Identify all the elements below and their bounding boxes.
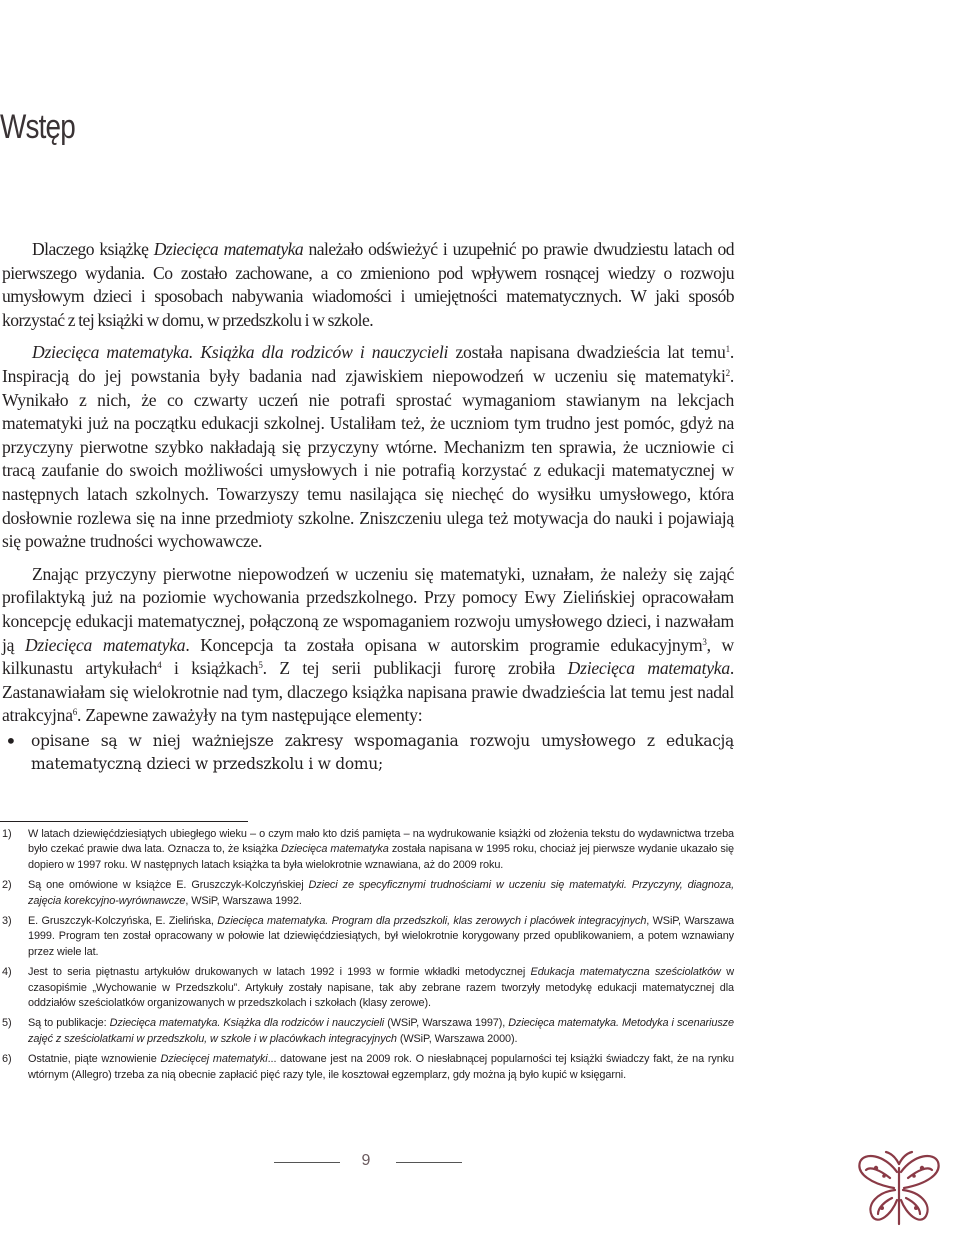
footnote-4: 4) Jest to seria piętnastu artykułów drukowanych w latach 1992 i 1993 w formie wkładki metodycznej Edukacja matematyczna sześciolatków w czasopiśmie „Wychowanie w Przedszkolu”. Artykuły zostały napisane, tak aby zebrane razem tworzyły metodykę edukacji matematycznej dla oddziałów sześciolatków organizowanych w przedszkolach i szkołach (klasy zerowe). [2,966,734,1010]
butterfly-icon [856,1148,942,1228]
footnote-6: 6) Ostatnie, piąte wznowienie Dziecięcej matematyki... datowane jest na 2009 rok. O niesłabnącej popularności tej książki świadczy fakt, że na rynku wtórnym (Allegro) trzeba za nią obecnie zapłacić pięć razy tyle, ile kosztował egzemplarz, gdy można ją było kupić w księgarni. [2,1053,734,1081]
footnote-2: 2) Są one omówione w książce E. Gruszczyk-Kolczyńskiej Dzieci ze specyficznymi trudnościami w uczeniu się matematyki. Przyczyny, diagnoza, zajęcia korekcyjno-wyrównawcze, WSiP, Warszawa 1992. [2,879,734,907]
bullet-icon: • [5,728,17,753]
paragraph-3: Znając przyczyny pierwotne niepowodzeń w uczeniu się matematyki, uznałam, że należy się zająć profilaktyką już na poziomie wychowania przedszkolnego. Przy pomocy Ewy Zielińskiej opracowałam koncepcję edukacji matematycznej, połączoną ze wspomaganiem rozwoju umysłowego dzieci, i nazwałam ją Dziecięca matematyka. Koncepcja ta została opisana w autorskim programie edukacyjnym$^3$, w kilkunastu artykułach$^4$ i książkach$^5$. Z tej serii publikacji furorę zrobiła Dziecięca matematyka. Zastanawiałam się wielokrotnie nad tym, dlaczego książka napisana prawie dwadzieścia lat temu jest nadal atrakcyjna$^6$. Zapewne zaważyły na tym następujące elementy: [2,563,735,726]
main-text [2,238,734,777]
page-number: 9 [361,1152,371,1169]
footer-line-right [396,1162,462,1163]
footnote-5: 5) Są to publikacje: Dziecięca matematyka. Książka dla rodziców i nauczycieli (WSiP, Warszawa 1997), Dziecięca matematyka. Metodyka i scenariusze zajęć z sześciolatkami w przedszkolu, w szkole i w placówkach integracyjnych (WSiP, Warszawa 2000). [2,1017,734,1045]
footnote-divider [0,821,248,822]
footnotes [2,827,734,1088]
footnote-3: 3) E. Gruszczyk-Kolczyńska, E. Zielińska, Dziecięca matematyka. Program dla przedszkoli, klas zerowych i placówek integracyjnych, WSiP, Warszawa 1999. Program ten został opracowany w połowie lat dziewięćdziesiątych, był wielokrotnie korygowany przed opublikowaniem, a potem wznawiany przez wiele lat. [2,915,734,958]
footnote-1: 1) W latach dziewięćdziesiątych ubiegłego wieku – o czym mało kto dziś pamięta – na wydrukowanie książki od złożenia tekstu do wydawnictwa trzeba było czekać prawie dwa lata. Oznacza to, że książka Dziecięca matematyka została napisana w 1995 roku, chociaż jej pierwsze wydanie ukazało się dopiero w 1997 roku. W następnych latach książka ta była wielokrotnie wznawiana, aż do 2009 roku. [2,828,734,871]
paragraph-2: Dziecięca matematyka. Książka dla rodziców i nauczycieli została napisana dwadzieścia lat temu$^1$. Inspiracją do jej powstania były badania nad zjawiskiem niepowodzeń w uczeniu się matematyki$^2$. Wynikało z nich, że co czwarty uczeń nie potrafi sprostać wymaganiom stawianym na lekcjach matematyki już na początku edukacji szkolnej. Ustaliłam też, że uczniom tym trudno jest pomóc, gdyż na przyczyny pierwotne szybko nakładają się przyczyny wtórne. Mechanizm ten sprawia, że uczniowie ci tracą zaufanie do swoich możliwości umysłowych i nie potrafią korzystać z edukacji matematycznej w następnych latach szkolnych. Towarzyszy temu nasilająca się niechęć do wysiłku umysłowego, która dosłownie rozlewa się na inne przedmioty szkolne. Zniszczeniu ulega też motywacja do nauki i pojawiają się poważne trudności wychowawcze. [2,342,734,552]
paragraph-1: Dlaczego książkę Dziecięca matematyka należało odświeżyć i uzupełnić po prawie dwudziestu latach od pierwszego wydania. Co zostało zachowane, a co zmieniono pod wpływem rosnącej wiedzy o rozwoju umysłowym dzieci i sposobach nabywania wiadomości i umiejętności matematycznych. W jaki sposób korzystać z tej książki w domu, w przedszkolu i w szkole. [2,239,735,330]
page-title: Wstęp [0,108,75,146]
bullet-item: • opisane są w niej ważniejsze zakresy wspomagania rozwoju umysłowego z edukacją matematyczną dzieci w przedszkolu i w domu; [5,728,734,774]
